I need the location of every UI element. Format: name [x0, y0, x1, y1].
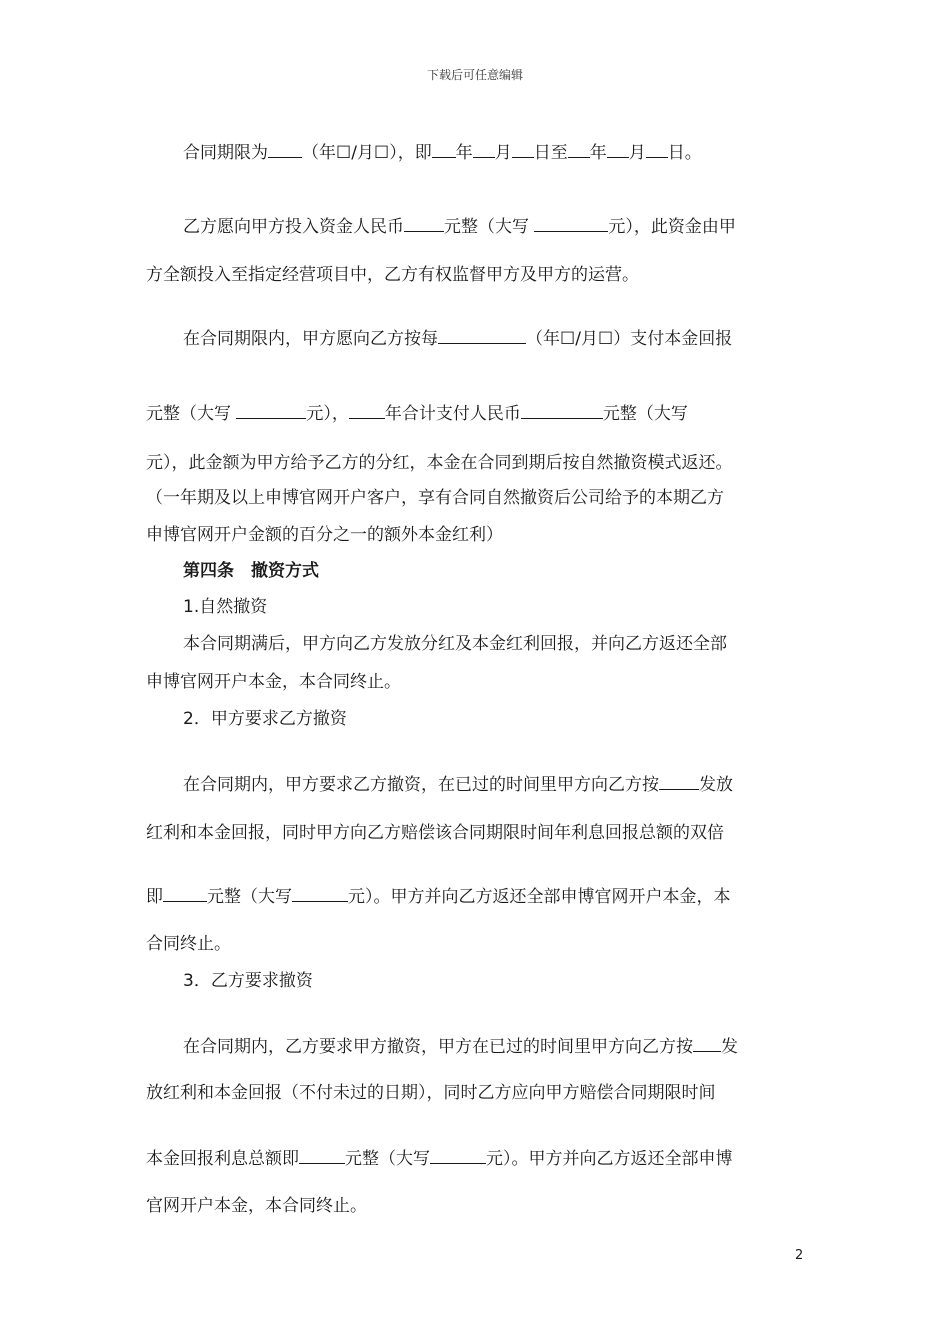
party-a-withdrawal-line-2: 红利和本金回报，同时甲方向乙方赔偿该合同期限时间年利息回报总额的双倍 — [146, 823, 724, 843]
party-b-withdrawal-line: 在合同期内，乙方要求甲方撤资，甲方在已过的时间里甲方向乙方按 发 — [183, 1034, 738, 1058]
natural-withdrawal-line: 本合同期满后，甲方向乙方发放分红及本金红利回报，并向乙方返还全部 — [183, 634, 727, 654]
page-header-note: 下载后可任意编辑 — [426, 68, 523, 82]
contract-term-line: 合同期限为 （年☐/月☐），即 年 月 日至 年 月 日。 — [183, 140, 702, 164]
party-b-withdrawal-line-3: 本金回报利息总额即 元整（大写 元）。甲方并向乙方返还全部申博 — [146, 1146, 733, 1170]
subsection-3-heading: 3．乙方要求撤资 — [183, 971, 313, 991]
party-a-withdrawal-line-3: 即 元整（大写 元）。甲方并向乙方返还全部申博官网开户本金，本 — [146, 884, 731, 908]
party-b-withdrawal-line-2: 放红利和本金回报（不付未过的日期），同时乙方应向甲方赔偿合同期限时间 — [146, 1083, 716, 1103]
investment-line: 乙方愿向甲方投入资金人民币 元整（大写 元），此资金由甲 — [183, 214, 736, 238]
return-line-3: 元），此金额为甲方给予乙方的分红，本金在合同到期后按自然撤资模式返还。 — [146, 453, 733, 473]
return-line: 在合同期限内，甲方愿向乙方按每 （年☐/月☐）支付本金回报 — [183, 326, 732, 350]
investment-line-2: 方全额投入至指定经营项目中，乙方有权监督甲方及甲方的运营。 — [146, 265, 639, 285]
subsection-2-heading: 2．甲方要求乙方撤资 — [183, 709, 347, 729]
bonus-note-line: （一年期及以上申博官网开户客户，享有合同自然撤资后公司给予的本期乙方 — [146, 488, 724, 508]
party-b-withdrawal-line-4: 官网开户本金，本合同终止。 — [146, 1196, 367, 1216]
subsection-1-heading: 1.自然撤资 — [183, 597, 268, 617]
party-a-withdrawal-line-4: 合同终止。 — [146, 934, 231, 954]
page-number: 2 — [795, 1248, 804, 1263]
natural-withdrawal-line-2: 申博官网开户本金，本合同终止。 — [146, 672, 401, 692]
article-4-heading: 第四条 撤资方式 — [183, 561, 319, 581]
return-line-2: 元整（大写 元）， 年合计支付人民币 元整（大写 — [146, 401, 688, 425]
party-a-withdrawal-line: 在合同期内，甲方要求乙方撤资，在已过的时间里甲方向乙方按 发放 — [183, 772, 733, 796]
bonus-note-line-2: 申博官网开户金额的百分之一的额外本金红利） — [146, 525, 503, 545]
